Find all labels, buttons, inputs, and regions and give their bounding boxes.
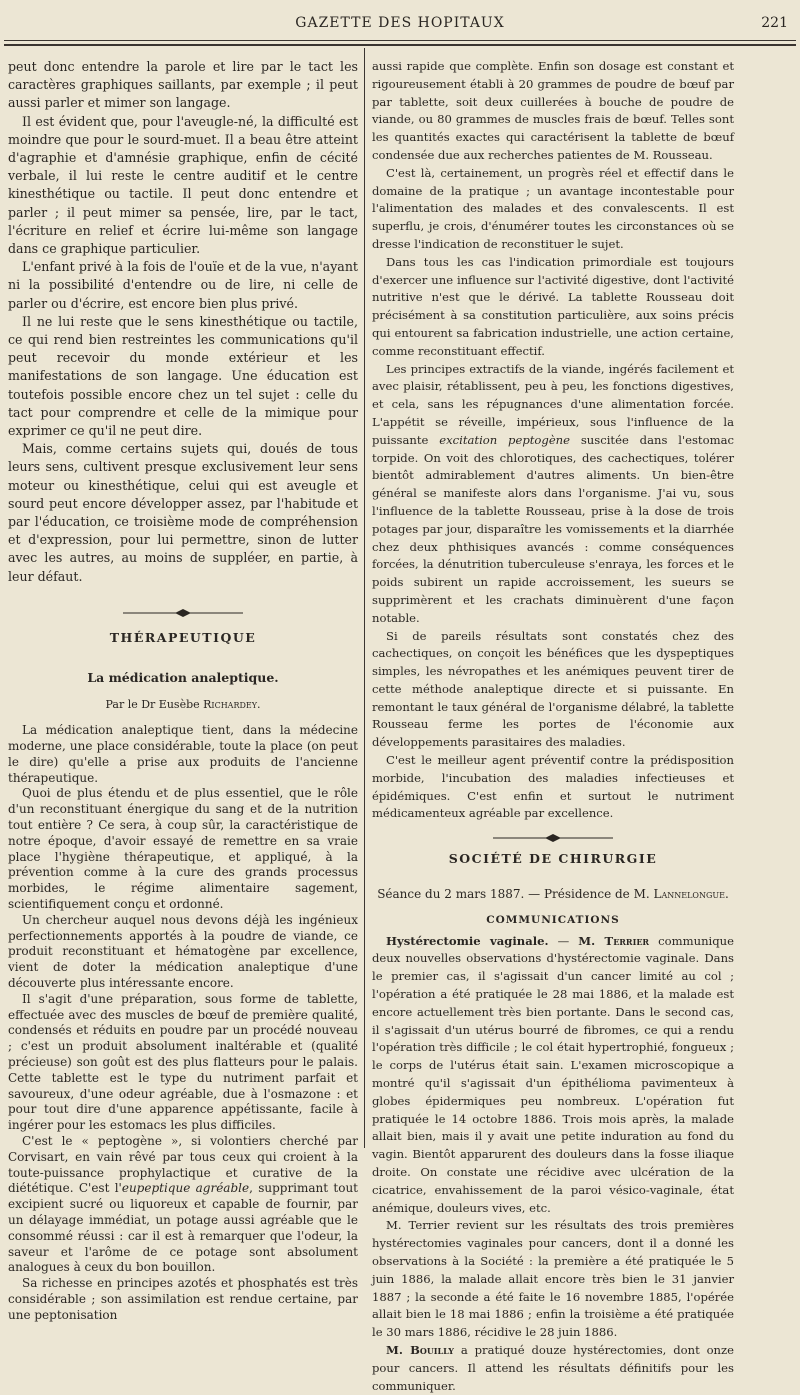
paragraph: Quoi de plus étendu et de plus essentiel, que le rôle d'un reconstituant énergique du sang et de la nutrition tout entière ? Ce sera, à coup sûr, la caractéristique de notre époque, d'avoir essayé de remettre en sa vraie place l'hygiène thérapeutique, et appliqué, à la prévention comme à la cure des grands processus morbides, le régime alimentaire sagement, scientifiquement conçu et ordonné. bbox=[8, 786, 358, 912]
article-title: La médication analeptique. bbox=[87, 669, 279, 685]
text-run: Les principes extractifs de la viande, ingérés facilement et avec plaisir, rétablissent, peu à peu, les fonctions digestives, et cela, sans les répugnances d'une alimentation forcée. L'appétit se réveille, impérieux, sous l'influence de la puissante bbox=[372, 361, 734, 447]
right-column bbox=[372, 58, 734, 1395]
paragraph: C'est le meilleur agent préventif contre la prédisposition morbide, l'incubation des maladies infectieuses et épidémiques. C'est enfin et surtout le nutriment médicamenteux agréable par excellence. bbox=[372, 753, 734, 821]
paragraph-hysterectomie: Hystérectomie vaginale. — M. Terrier communique deux nouvelles observations d'hystérectomie vaginale. Dans le premier cas, il s'agissait d'un cancer limité au col ; l'opération a été pratiquée le 28 mai 1886, et la malade est encore actuellement très bien portante. Dans le second cas, il s'agissait d'un utérus bourré de fibromes, ce qui a rendu l'opération très difficile ; le col était hypertrophié, fongueux ; le corps de l'utérus était sain. L'examen microscopique a montré qu'il s'agissait d'un épithélioma pavimenteux à globes épidermiques peu nombreux. L'opération fut pratiquée le 14 octobre 1886. Trois mois après, la malade allait bien, mais il y avait une petite induration au fond du vagin. Bientôt apparurent des douleurs dans la fosse iliaque droite. On constate une récidive avec ulcération de la cicatrice, envahissement de la paroi vésico-vaginale, état anémique, douleurs vives, etc. bbox=[372, 933, 734, 1215]
paragraph: Si de pareils résultats sont constatés chez des cachectiques, on conçoit les bénéfices que les dyspeptiques simples, les névropathes et les anémiques peuvent tirer de cette méthode analeptique directe et si puissante. En remontant le taux général de l'organisme délabré, la tablette Rousseau ferme les portes de l'économie aux développements parasitaires des maladies. bbox=[372, 628, 734, 750]
paragraph: Mais, comme certains sujets qui, doués de tous leurs sens, cultivent presque exclusivement leur sens moteur ou kinesthétique, celui qui est aveugle et sourd peut encore développer assez, par l'habitude et par l'éducation, ce troisième mode de compréhension et d'expression, pour lui permettre, sinon de lutter avec les autres, au moins de suppléer, en partie, à leur défaut. bbox=[8, 441, 358, 584]
paragraph: Sa richesse en principes azotés et phosphatés est très considérable ; son assimilation est rendue certaine, par une peptonisation bbox=[8, 1276, 358, 1322]
section-title-chirurgie: SOCIÉTÉ DE CHIRURGIE bbox=[448, 851, 658, 867]
section-ornament bbox=[372, 831, 734, 841]
communications-heading: COMMUNICATIONS bbox=[486, 913, 620, 926]
seance-line bbox=[372, 887, 734, 903]
header-rule-thick bbox=[4, 44, 796, 46]
paragraph: Il ne lui reste que le sens kinesthétique ou tactile, ce qui rend bien restreintes les communications qu'il peut recevoir du monde extérieur et les manifestations de son langage. Une éducation est toutefois possible encore chez un tel sujet : celle du tact pour comprendre et celle de la mimique pour exprimer ce qu'il ne peut dire. bbox=[8, 313, 358, 439]
subsection-title: Hystérectomie vaginale. bbox=[386, 933, 549, 948]
paragraph: peut donc entendre la parole et lire par le tact les caractères graphiques saillants, par exemple ; il peut aussi parler et mimer son langage. bbox=[8, 59, 358, 111]
italic-run: eupeptique agréable bbox=[121, 1181, 250, 1196]
paragraph-peptogene bbox=[8, 1134, 358, 1276]
byline-prefix: Par le Dr Eusèbe bbox=[105, 698, 200, 712]
paragraph-bouilly bbox=[372, 1342, 734, 1395]
paragraph: Dans tous les cas l'indication primordiale est toujours d'exercer une influence sur l'activité digestive, dont l'activité nutritive n'est que le dérivé. La tablette Rousseau doit précisément à sa constitution particulière, aux soins précis qui entourent sa fabrication industrielle, une action certaine, comme reconstituant effectif. bbox=[372, 254, 734, 358]
column-separator bbox=[364, 48, 365, 1148]
left-column bbox=[8, 58, 358, 1324]
text-run: C'est le « peptogène », si volontiers cherché par Corvisart, en vain rêvé par tous ceux qui croient à la toute-puissance prophylactique et curative de la diététique. C'est l' bbox=[8, 1134, 358, 1196]
italic-run: excitation peptogène bbox=[439, 432, 571, 447]
paragraph: Un chercheur auquel nous devons déjà les ingénieux perfectionnements apportés à la poudre de viande, ce produit reconstituant et hématogène par excellence, vient de doter la médication analeptique d'une découverte plus intéressante encore. bbox=[8, 912, 358, 991]
seance-president: Lannelongue. bbox=[653, 887, 729, 902]
running-header bbox=[0, 12, 800, 36]
paragraph: C'est là, certainement, un progrès réel et effectif dans le domaine de la pratique ; un avantage incontestable pour l'alimentation des malades et des convalescents. Il est superflu, je crois, d'énumérer toutes les circonstances où se dresse l'indication de reconstituer le sujet. bbox=[372, 165, 734, 251]
text-run: suscitée dans l'estomac torpide. On voit des chlorotiques, des cachectiques, tolérer bientôt admirablement d'autres aliments. Un bien-être général se manifeste alors dans l'organisme. J'ai vu, sous l'influence de la tablette Rousseau, prise à la dose de trois potages par jour, disparaître les vomissements et la diarrhée chez deux phthisiques avancés : comme conséquences forcées, la dénutrition tuberculeuse s'enraya, les forces et le poids subirent un rapide accroissement, les sueurs se supprimèrent et les crachats diminuèrent d'une façon notable. bbox=[372, 432, 734, 625]
journal-title: GAZETTE DES HOPITAUX bbox=[295, 15, 505, 31]
paragraph: L'enfant privé à la fois de l'ouïe et de la vue, n'ayant ni la possibilité d'entendre ou de lire, ni celle de parler ou d'écrire, est encore bien plus privé. bbox=[8, 259, 358, 311]
paragraph-principes bbox=[372, 361, 734, 628]
byline-author: Richardey. bbox=[203, 698, 261, 712]
paragraph: Il s'agit d'une préparation, sous forme de tablette, effectuée avec des muscles de bœuf de première qualité, condensés et réduits en poudre par un procédé nouveau ; c'est un produit absolument inaltérable et (qualité précieuse) son goût est des plus flatteurs pour le palais. Cette tablette est le type du nutriment parfait et savoureux, d'une odeur agréable, due à l'osmazone : et pour tout dire d'une apparence appétissante, facile à ingérer pour les estomacs les plus difficiles. bbox=[8, 991, 358, 1133]
author-name: M. Terrier bbox=[578, 933, 650, 948]
page-number: 221 bbox=[761, 15, 788, 31]
section-ornament bbox=[8, 606, 358, 616]
text-run: a pratiqué douze hystérectomies, dont onze pour cancers. Il attend les résultats définitifs pour les communiquer. bbox=[372, 1342, 734, 1393]
article-byline bbox=[8, 697, 358, 713]
header-rule bbox=[4, 40, 796, 41]
paragraph: La médication analeptique tient, dans la médecine moderne, une place considérable, toute la place (on peut le dire) qu'elle a prise aux produits de l'ancienne thérapeutique. bbox=[8, 723, 358, 785]
text-run: , supprimant tout excipient sucré ou liquoreux et capable de fournir, par un délayage immédiat, un potage aussi agréable que le consommé réussi : car il est à remarquer que l'odeur, la saveur et l'arôme de ce potage sont absolument analogues à ceux du bon bouillon. bbox=[8, 1181, 359, 1275]
author-name: M. Bouilly bbox=[386, 1342, 455, 1357]
text-run: communique deux nouvelles observations d'hystérectomie vaginale. Dans le premier cas, il s'agissait d'un cancer limité au col ; l'opération a été pratiquée le 28 mai 1886, et la malade est encore actuellement très bien portante. Dans le second cas, il s'agissait d'un utérus bourré de fibromes, ce qui a rendu l'opération très difficile ; le col était hypertrophié, fongueux ; le corps de l'utérus était sain. L'examen microscopique a montré qu'il s'agissait d'un épithélioma pavimenteux à globes épidermiques peu nombreux. L'opération fut pratiquée le 14 octobre 1886. Trois mois après, la malade allait bien, mais il y avait une petite induration au fond du vagin. Bientôt apparurent des douleurs dans la fosse iliaque droite. On constate une récidive avec ulcération de la cicatrice, envahissement de la paroi vésico-vaginale, état anémique, douleurs vives, etc. bbox=[372, 933, 734, 1215]
seance-text: Séance du 2 mars 1887. — Présidence de M. bbox=[377, 887, 650, 902]
paragraph: Il est évident que, pour l'aveugle-né, la difficulté est moindre que pour le sourd-muet. Il a beau être atteint d'agraphie et d'amnésie graphique, enfin de cécité verbale, il lui reste le centre auditif et le centre kinesthétique ou tactile. Il peut donc entendre et parler ; il peut mimer sa pensée, lire, par le tact, l'écriture en relief et écrire lui-même son langage dans ce graphique particulier. bbox=[8, 113, 358, 257]
paragraph: M. Terrier revient sur les résultats des trois premières hystérectomies vaginales pour cancers, dont il a donné les observations à la Société : la première a été pratiquée le 5 juin 1886, la malade allait encore très bien le 31 janvier 1887 ; la seconde a été faite le 16 novembre 1885, l'opérée allait bien le 18 mai 1886 ; enfin la troisième a été pratiquée le 30 mars 1886, récidive le 28 juin 1886. bbox=[372, 1218, 734, 1340]
paragraph: aussi rapide que complète. Enfin son dosage est constant et rigoureusement établi à 20 grammes de poudre de bœuf par par tablette, soit deux cuillerées à bouche de poudre de viande, ou 80 grammes de muscles frais de bœuf. Telles sont les quantités exactes qui caractérisent la tablette de bœuf condensée due aux recherches patientes de M. Rousseau. bbox=[372, 59, 734, 162]
section-title-therapeutique: THÉRAPEUTIQUE bbox=[109, 629, 257, 645]
